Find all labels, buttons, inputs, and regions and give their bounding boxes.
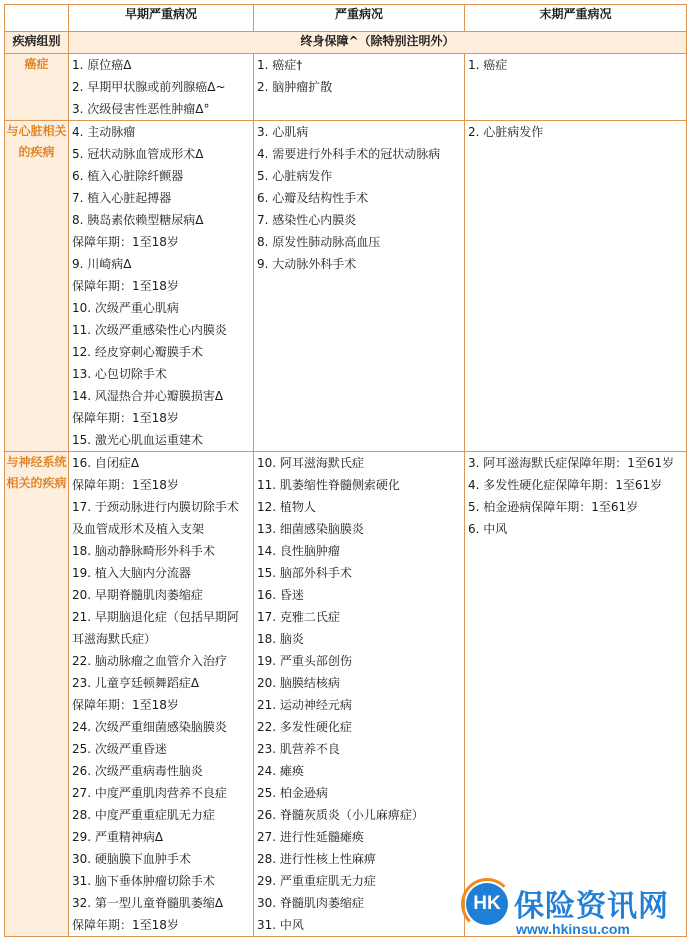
watermark-logo-badge: HK [466,883,508,925]
nerve-severe-list [254,452,464,936]
list-item: 27. 中度严重肌肉营养不良症 [72,786,227,800]
list-item: 32. 第一型儿童脊髓肌萎缩Δ [72,896,224,910]
list-item: 6. 植入心脏除纤颤器 [72,169,184,183]
list-item: 5. 柏金逊病保障年期：1至61岁 [468,500,639,514]
column-header-early: 早期严重病况 [69,5,254,32]
list-item: 7. 感染性心内膜炎 [257,213,357,227]
list-item: 23. 肌营养不良 [257,742,340,756]
heart-terminal-list [465,121,686,143]
list-item: 4. 需要进行外科手术的冠状动脉病 [257,147,441,161]
group-label: 疾病组别 [5,32,69,54]
list-item: 18. 脑动静脉畸形外科手术 [72,544,215,558]
list-item: 保障年期：1至18岁 [72,698,179,712]
watermark-title: 保险资讯网 [514,889,669,924]
list-item: 保障年期：1至18岁 [72,411,179,425]
list-item: 19. 严重头部创伤 [257,654,352,668]
list-item: 9. 川崎病Δ [72,257,132,271]
category-label-nerve: 与神经系统相关的疾病 [5,452,69,937]
list-item: 1. 癌症† [257,58,303,72]
list-item: 8. 原发性肺动脉高血压 [257,235,381,249]
heart-severe-cell [254,121,465,452]
list-item: 24. 次级严重细菌感染脑膜炎 [72,720,227,734]
list-item: 16. 自闭症Δ [72,456,140,470]
list-item: 22. 脑动脉瘤之血管介入治疗 [72,654,227,668]
page [4,4,686,937]
list-item: 25. 次级严重昏迷 [72,742,167,756]
list-item: 17. 克雅二氏症 [257,610,340,624]
list-item: 保障年期：1至18岁 [72,235,179,249]
list-item: 6. 心瓣及结构性手术 [257,191,369,205]
list-item: 25. 柏金逊病 [257,786,328,800]
heart-terminal-cell [465,121,687,452]
list-item: 8. 胰岛素依赖型糖尿病Δ [72,213,204,227]
list-item: 1. 原位癌Δ [72,58,132,72]
list-item: 22. 多发性硬化症 [257,720,352,734]
list-item: 31. 中风 [257,918,304,932]
list-item: 19. 植入大脑内分流器 [72,566,191,580]
list-item: 10. 阿耳滋海默氏症 [257,456,364,470]
list-item: 2. 脑肿瘤扩散 [257,80,333,94]
list-item: 30. 硬脑膜下血肿手术 [72,852,191,866]
cancer-severe-list [254,54,464,98]
cancer-early-cell [69,54,254,121]
category-label-heart: 与心脏相关的疾病 [5,121,69,452]
list-item: 14. 风湿热合并心瓣膜损害Δ [72,389,224,403]
heart-severe-list [254,121,464,275]
list-item: 21. 运动神经元病 [257,698,352,712]
list-item: 13. 心包切除手术 [72,367,167,381]
list-item: 6. 中风 [468,522,508,536]
list-item: 10. 次级严重心肌病 [72,301,179,315]
category-label-cancer: 癌症 [5,54,69,121]
list-item: 26. 脊髓灰质炎（小儿麻痹症） [257,808,424,822]
list-item: 21. 早期脑退化症（包括早期阿耳滋海默氏症） [72,610,239,646]
nerve-severe-cell [254,452,465,937]
column-header-terminal: 末期严重病况 [465,5,687,32]
list-item: 4. 多发性硬化症保障年期：1至61岁 [468,478,663,492]
list-item: 15. 激光心肌血运重建术 [72,433,203,447]
category-row-heart [5,121,687,452]
list-item: 2. 早期甲状腺或前列腺癌Δ~ [72,80,226,94]
list-item: 14. 良性脑肿瘤 [257,544,340,558]
group-header-row [5,32,687,54]
list-item: 3. 阿耳滋海默氏症保障年期：1至61岁 [468,456,675,470]
plan-coverage-term: 终身保障^（除特别注明外） [69,32,687,54]
cancer-terminal-list [465,54,686,76]
list-item: 3. 次级侵害性恶性肿瘤Δ° [72,102,210,116]
list-item: 20. 脑膜结核病 [257,676,340,690]
category-row-cancer [5,54,687,121]
list-item: 20. 早期脊髓肌肉萎缩症 [72,588,203,602]
list-item: 保障年期：1至18岁 [72,478,179,492]
list-item: 24. 瘫痪 [257,764,304,778]
list-item: 23. 儿童亨廷顿舞蹈症Δ [72,676,200,690]
list-item: 12. 植物人 [257,500,316,514]
column-header-severe: 严重病况 [254,5,465,32]
list-item: 16. 昏迷 [257,588,304,602]
list-item: 4. 主动脉瘤 [72,125,136,139]
list-item: 3. 心肌病 [257,125,309,139]
list-item: 7. 植入心脏起搏器 [72,191,172,205]
list-item: 9. 大动脉外科手术 [257,257,357,271]
nerve-terminal-list [465,452,686,540]
list-item: 30. 脊髓肌肉萎缩症 [257,896,364,910]
list-item: 17. 于颈动脉进行内膜切除手术及血管成形术及植入支架 [72,500,239,536]
list-item: 15. 脑部外科手术 [257,566,352,580]
nerve-early-cell [69,452,254,937]
list-item: 28. 进行性核上性麻痹 [257,852,376,866]
site-watermark [460,879,686,941]
category-row-nerve [5,452,687,937]
nerve-early-list [69,452,253,936]
nerve-terminal-cell [465,452,687,937]
list-item: 13. 细菌感染脑膜炎 [257,522,364,536]
cancer-severe-cell [254,54,465,121]
list-item: 18. 脑炎 [257,632,304,646]
list-item: 2. 心脏病发作 [468,125,544,139]
cancer-terminal-cell [465,54,687,121]
corner-cell [5,5,69,32]
heart-early-cell [69,121,254,452]
list-item: 31. 脑下垂体肿瘤切除手术 [72,874,215,888]
list-item: 11. 肌萎缩性脊髓侧索硬化 [257,478,400,492]
list-item: 29. 严重精神病Δ [72,830,164,844]
watermark-url: www.hkinsu.com [516,921,630,937]
list-item: 5. 心脏病发作 [257,169,333,183]
list-item: 保障年期：1至18岁 [72,918,179,932]
heart-early-list [69,121,253,451]
list-item: 5. 冠状动脉血管成形术Δ [72,147,204,161]
list-item: 1. 癌症 [468,58,508,72]
cancer-early-list [69,54,253,120]
list-item: 26. 次级严重病毒性脑炎 [72,764,203,778]
list-item: 28. 中度严重重症肌无力症 [72,808,215,822]
list-item: 27. 进行性延髓瘫痪 [257,830,364,844]
list-item: 12. 经皮穿刺心瓣膜手术 [72,345,203,359]
list-item: 保障年期：1至18岁 [72,279,179,293]
column-header-row [5,5,687,32]
list-item: 29. 严重重症肌无力症 [257,874,376,888]
coverage-table [4,4,687,937]
list-item: 11. 次级严重感染性心内膜炎 [72,323,227,337]
